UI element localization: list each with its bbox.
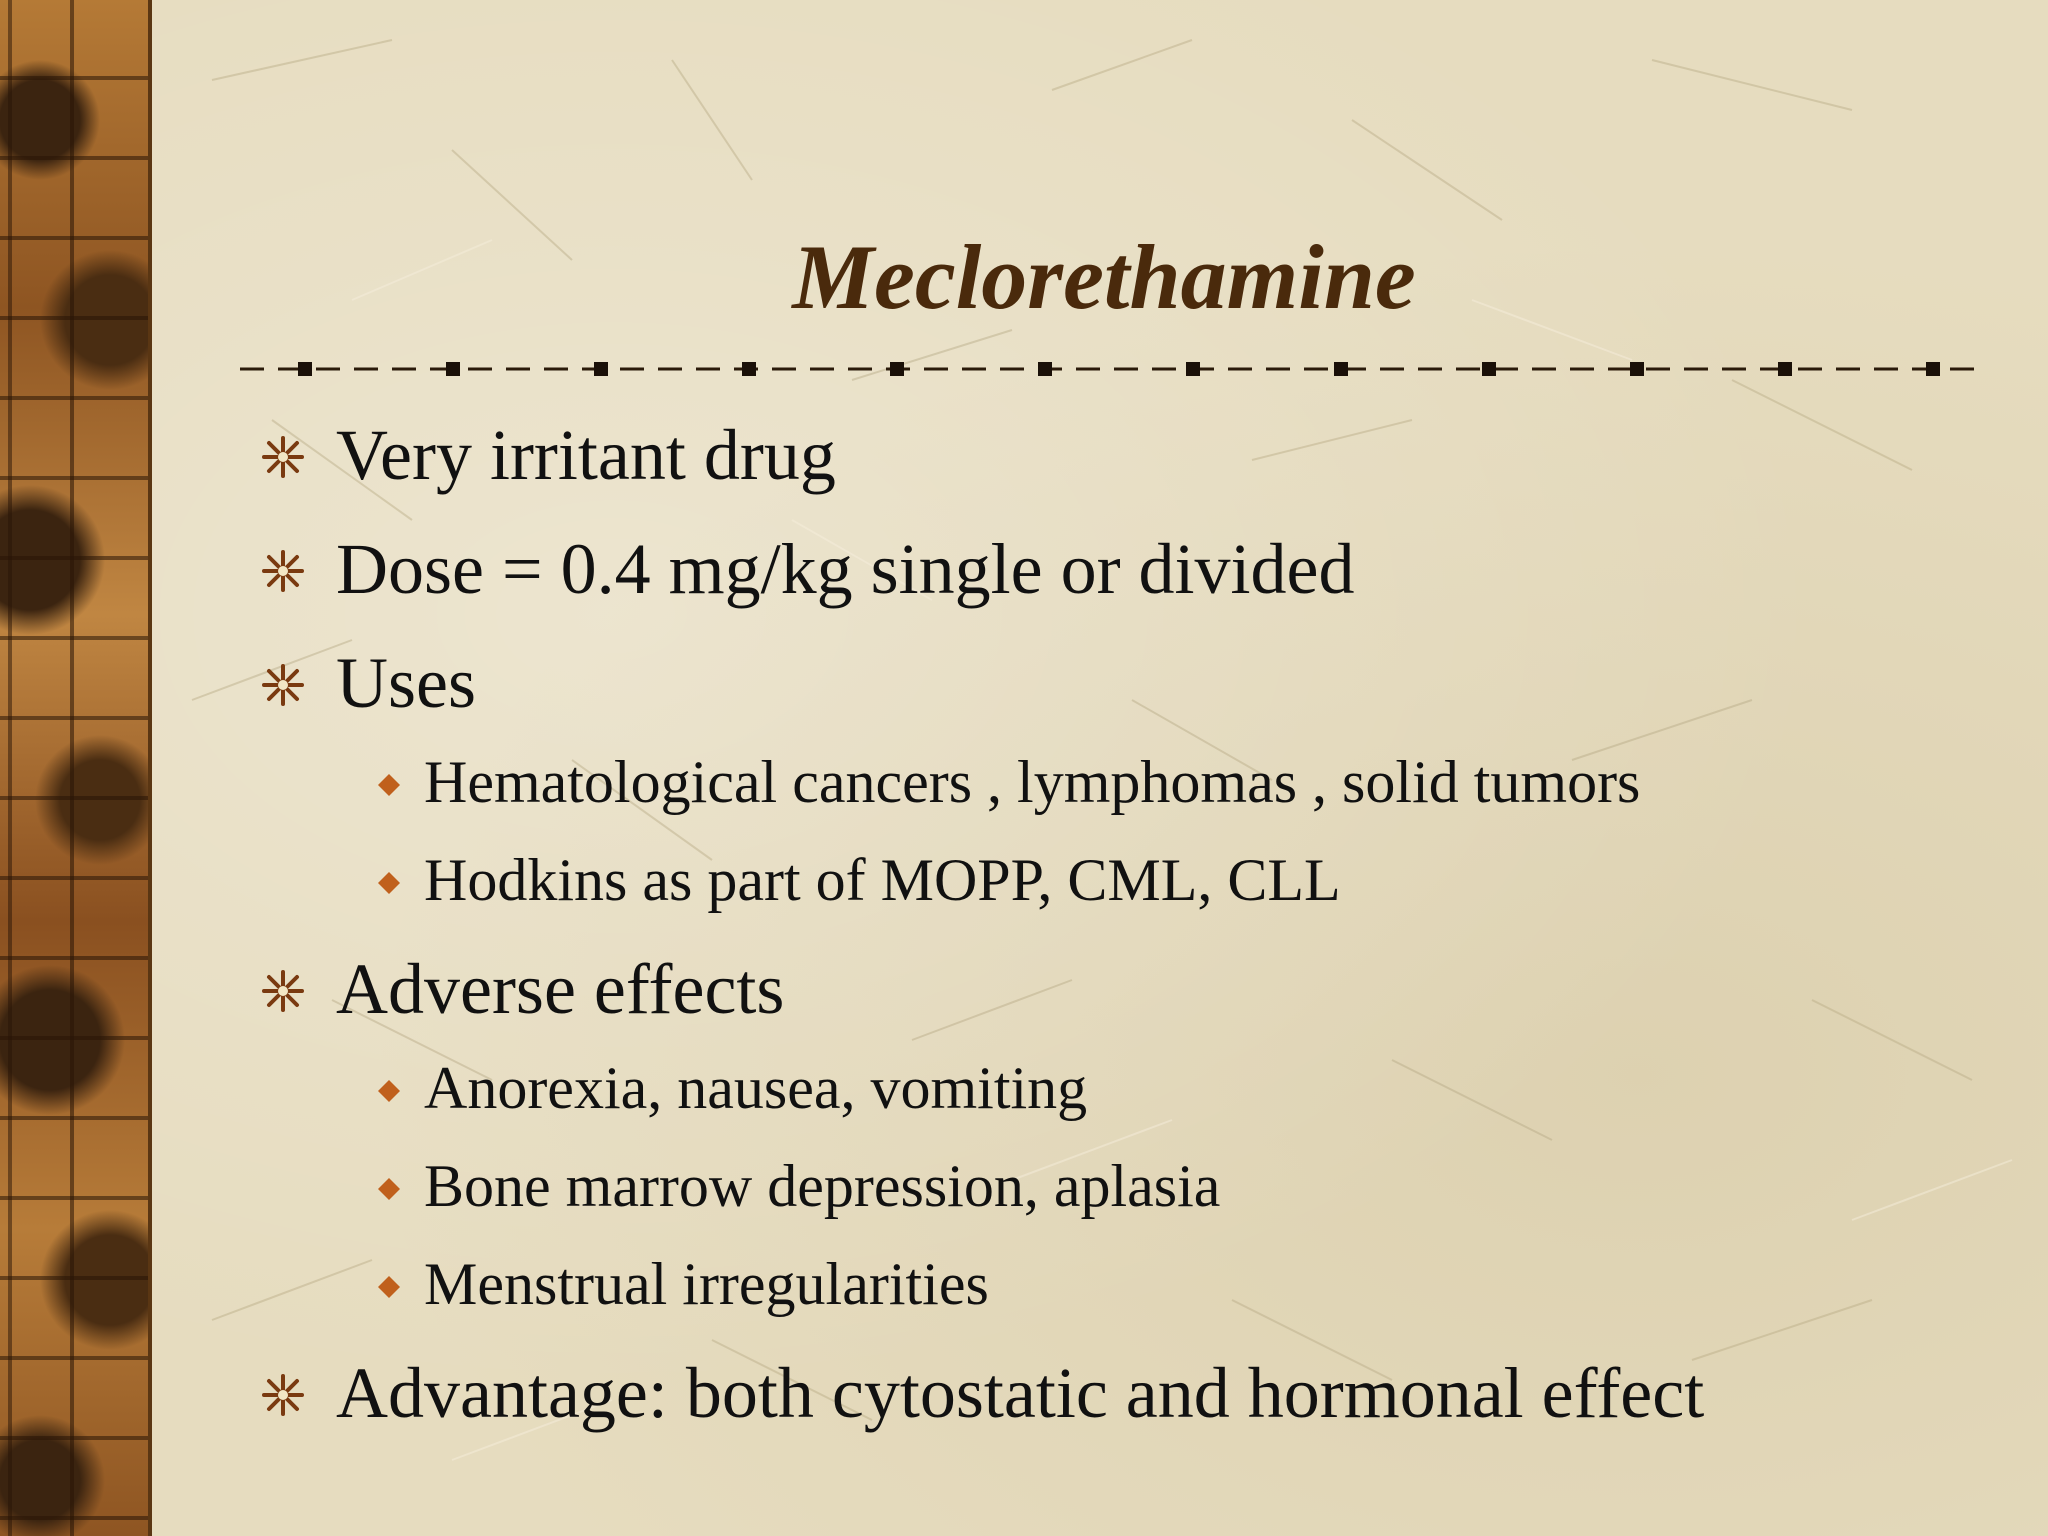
sub-bullet-text: Hematological cancers , lymphomas , solid tumors xyxy=(424,749,1641,815)
bullet-item xyxy=(262,948,2002,1030)
star-bullet-icon xyxy=(262,664,304,706)
bullet-text: Dose = 0.4 mg/kg single or divided xyxy=(336,529,1355,609)
diamond-bullet-icon xyxy=(378,774,400,796)
star-bullet-icon xyxy=(262,550,304,592)
bullet-item xyxy=(262,1352,2002,1434)
sub-bullet-text: Bone marrow depression, aplasia xyxy=(424,1153,1221,1219)
star-bullet-icon xyxy=(262,970,304,1012)
diamond-bullet-icon xyxy=(378,1080,400,1102)
bullet-text: Adverse effects xyxy=(336,949,785,1029)
diamond-bullet-icon xyxy=(378,872,400,894)
sub-bullet-text: Menstrual irregularities xyxy=(424,1251,989,1317)
bullet-item xyxy=(262,414,2002,496)
decorative-left-border xyxy=(0,0,152,1536)
slide-title: Meclorethamine xyxy=(792,226,1416,328)
bullet-text: Advantage: both cytostatic and hormonal effect xyxy=(336,1353,1705,1433)
sub-bullet-item xyxy=(262,1052,2002,1124)
sub-bullet-item xyxy=(262,746,2002,818)
diamond-bullet-icon xyxy=(378,1276,400,1298)
star-bullet-icon xyxy=(262,1374,304,1416)
bullet-text: Very irritant drug xyxy=(336,415,836,495)
star-bullet-icon xyxy=(262,436,304,478)
sub-bullet-item xyxy=(262,844,2002,916)
bullet-item xyxy=(262,528,2002,610)
diamond-bullet-icon xyxy=(378,1178,400,1200)
bullet-item xyxy=(262,642,2002,724)
sub-bullet-item xyxy=(262,1150,2002,1222)
sub-bullet-text: Anorexia, nausea, vomiting xyxy=(424,1055,1088,1121)
bullet-text: Uses xyxy=(336,643,476,723)
sub-bullet-item xyxy=(262,1248,2002,1320)
bullet-list xyxy=(262,414,2002,1466)
dotted-divider xyxy=(240,356,1980,382)
sub-bullet-text: Hodkins as part of MOPP, CML, CLL xyxy=(424,847,1341,913)
